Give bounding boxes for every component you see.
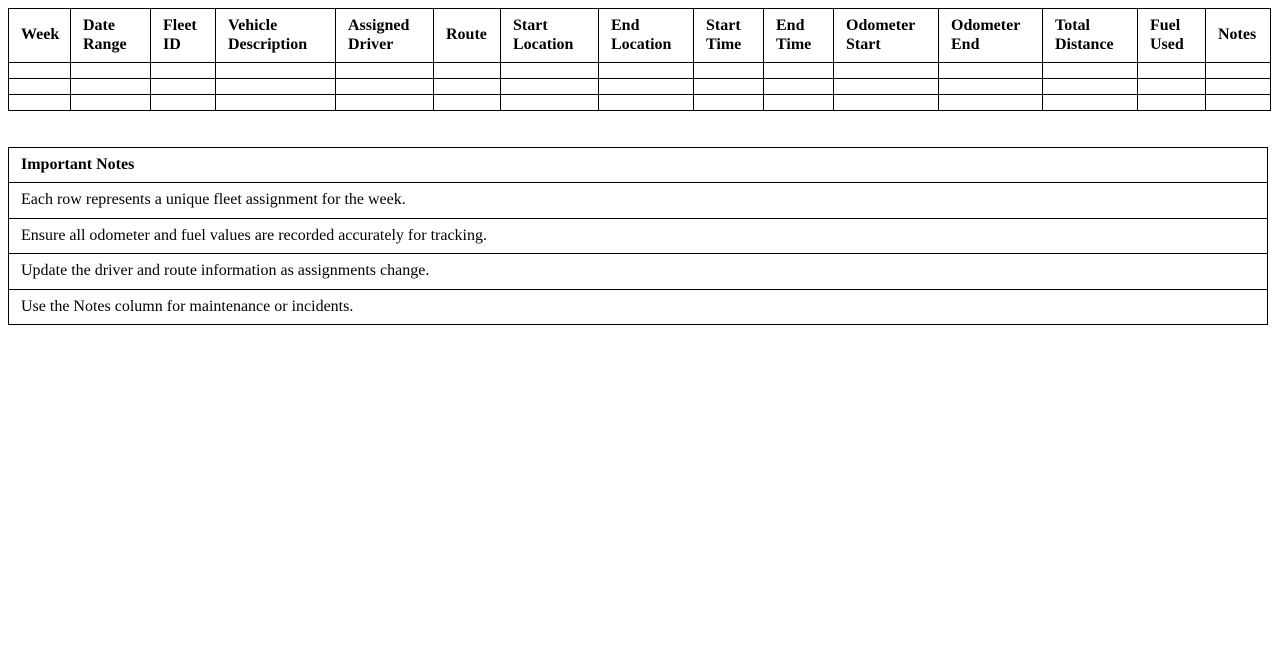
column-header-end-location: End Location [599, 9, 694, 63]
column-header-end-time: End Time [764, 9, 834, 63]
empty-cell [764, 79, 834, 95]
empty-cell [216, 63, 336, 79]
column-header-total-distance: Total Distance [1043, 9, 1138, 63]
column-header-week: Week [9, 9, 71, 63]
column-header-notes: Notes [1206, 9, 1271, 63]
empty-cell [9, 79, 71, 95]
fleet-assignments-table [8, 8, 1271, 111]
empty-cell [599, 95, 694, 111]
empty-cell [599, 79, 694, 95]
empty-cell [151, 63, 216, 79]
empty-cell [434, 63, 501, 79]
empty-cell [71, 79, 151, 95]
empty-cell [151, 95, 216, 111]
table-header-row [9, 9, 1271, 63]
empty-cell [336, 95, 434, 111]
notes-title-row [9, 148, 1268, 183]
empty-cell [1138, 63, 1206, 79]
note-row [9, 254, 1268, 289]
table-row [9, 95, 1271, 111]
empty-cell [694, 63, 764, 79]
empty-cell [694, 79, 764, 95]
empty-cell [694, 95, 764, 111]
empty-cell [764, 95, 834, 111]
empty-cell [434, 79, 501, 95]
column-header-route: Route [434, 9, 501, 63]
empty-cell [9, 63, 71, 79]
column-header-odometer-end: Odometer End [939, 9, 1043, 63]
empty-cell [501, 95, 599, 111]
column-header-odometer-start: Odometer Start [834, 9, 939, 63]
empty-cell [9, 95, 71, 111]
empty-cell [501, 63, 599, 79]
empty-cell [151, 79, 216, 95]
empty-cell [71, 95, 151, 111]
empty-cell [216, 95, 336, 111]
note-item: Each row represents a unique fleet assignment for the week. [9, 183, 1268, 218]
empty-cell [336, 79, 434, 95]
note-item: Update the driver and route information as assignments change. [9, 254, 1268, 289]
empty-cell [939, 95, 1043, 111]
column-header-date-range: Date Range [71, 9, 151, 63]
empty-cell [1043, 79, 1138, 95]
empty-cell [1206, 63, 1271, 79]
note-row [9, 183, 1268, 218]
empty-cell [336, 63, 434, 79]
empty-cell [501, 79, 599, 95]
table-row [9, 79, 1271, 95]
empty-cell [1138, 95, 1206, 111]
column-header-start-time: Start Time [694, 9, 764, 63]
note-item: Use the Notes column for maintenance or incidents. [9, 289, 1268, 324]
empty-cell [834, 79, 939, 95]
empty-cell [834, 63, 939, 79]
document-page [8, 8, 1270, 642]
empty-cell [434, 95, 501, 111]
empty-cell [764, 63, 834, 79]
empty-cell [71, 63, 151, 79]
empty-cell [1043, 63, 1138, 79]
notes-section-title: Important Notes [9, 148, 1268, 183]
empty-cell [939, 79, 1043, 95]
empty-cell [1206, 79, 1271, 95]
empty-cell [834, 95, 939, 111]
table-row [9, 63, 1271, 79]
column-header-start-location: Start Location [501, 9, 599, 63]
empty-cell [1138, 79, 1206, 95]
column-header-fleet-id: Fleet ID [151, 9, 216, 63]
column-header-vehicle-description: Vehicle Description [216, 9, 336, 63]
empty-cell [216, 79, 336, 95]
empty-cell [939, 63, 1043, 79]
note-row [9, 218, 1268, 253]
column-header-assigned-driver: Assigned Driver [336, 9, 434, 63]
important-notes-table [8, 147, 1268, 325]
column-header-fuel-used: Fuel Used [1138, 9, 1206, 63]
note-item: Ensure all odometer and fuel values are recorded accurately for tracking. [9, 218, 1268, 253]
empty-cell [1043, 95, 1138, 111]
empty-cell [1206, 95, 1271, 111]
empty-cell [599, 63, 694, 79]
note-row [9, 289, 1268, 324]
